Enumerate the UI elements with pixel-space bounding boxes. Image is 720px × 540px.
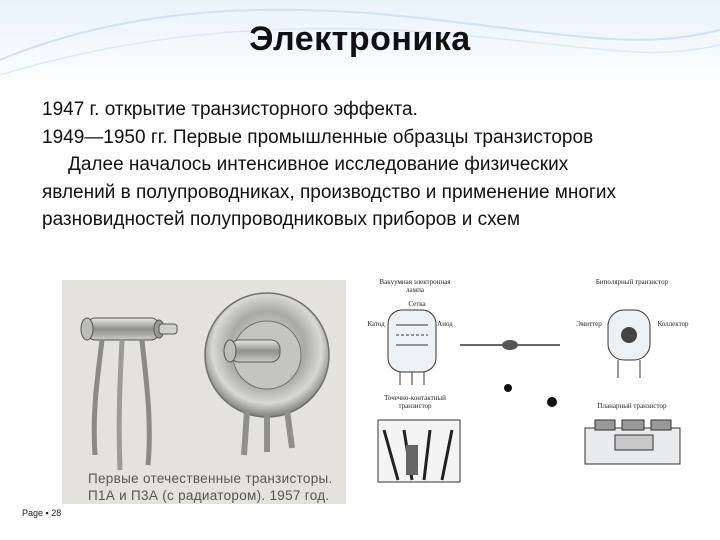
label-emitter: Эмиттер (576, 320, 602, 328)
caption-line: Первые отечественные транзисторы. (88, 471, 333, 486)
label-collector: Коллектор (657, 320, 689, 328)
body-line: явлений в полупроводниках, производство и применение многих (42, 181, 616, 203)
label-grid: Сетка (408, 300, 426, 308)
label-cathode: Катод (367, 320, 385, 328)
body-line: разновидностей полупроводниковых приборов и схем (42, 209, 521, 230)
slide-body (42, 96, 702, 234)
label-bipolar: Биполярный транзистор (595, 278, 669, 286)
label-planar: Планарный транзистор (597, 402, 667, 410)
caption-line: П1А и П3А (с радиатором). 1957 год. (88, 488, 330, 503)
transistor-diagrams (360, 270, 700, 500)
body-line: 1947 г. открытие транзисторного эффекта. (42, 99, 418, 120)
label-anode: Анод (437, 320, 453, 328)
photo-caption (88, 470, 333, 504)
page-number: Page ▪ 28 (22, 508, 62, 518)
label-tube: Вакуумная электронная лампа (379, 278, 451, 294)
label-point-contact: Точечно-контактный транзистор (384, 394, 446, 410)
slide-title: Электроника (249, 20, 471, 58)
body-line: Далее началось интенсивное исследование физических (68, 154, 569, 175)
body-line: 1949—1950 гг. Первые промышленные образцы транзисторов (42, 126, 594, 148)
